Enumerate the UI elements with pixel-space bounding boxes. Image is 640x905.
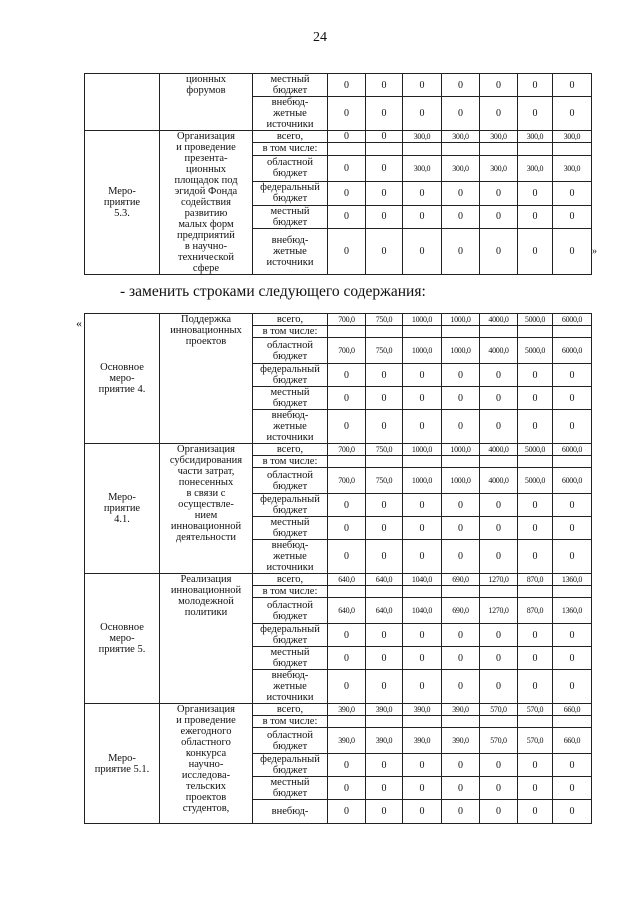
value-cell: 0 <box>480 517 518 540</box>
value-cell: 0 <box>480 387 518 410</box>
value-cell: 0 <box>366 229 403 275</box>
funding-source-cell: внебюд- жетные источники <box>253 97 328 131</box>
value-cell: 0 <box>518 624 553 647</box>
value-cell: 1000,0 <box>403 444 442 456</box>
value-cell: 390,0 <box>366 704 403 716</box>
value-cell <box>518 586 553 598</box>
value-cell: 1000,0 <box>403 468 442 494</box>
value-cell: 0 <box>553 229 592 275</box>
value-cell: 0 <box>328 647 366 670</box>
value-cell: 300,0 <box>442 131 480 143</box>
value-cell: 0 <box>403 364 442 387</box>
value-cell: 690,0 <box>442 574 480 586</box>
funding-source-cell: всего, <box>253 131 328 143</box>
value-cell: 0 <box>553 387 592 410</box>
value-cell: 0 <box>480 540 518 574</box>
value-cell: 0 <box>403 540 442 574</box>
measure-description-cell: Организация и проведение ежегодного областного конкурса научно- исследова- тельских проектов студентов, <box>160 704 253 824</box>
value-cell: 0 <box>328 229 366 275</box>
value-cell: 5000,0 <box>518 444 553 456</box>
funding-source-cell: местный бюджет <box>253 74 328 97</box>
value-cell <box>328 326 366 338</box>
value-cell: 300,0 <box>518 155 553 182</box>
value-cell: 0 <box>328 517 366 540</box>
funding-source-cell: федеральный бюджет <box>253 364 328 387</box>
value-cell: 0 <box>442 670 480 704</box>
value-cell: 870,0 <box>518 598 553 624</box>
value-cell: 0 <box>553 670 592 704</box>
value-cell: 0 <box>553 97 592 131</box>
value-cell: 0 <box>518 800 553 824</box>
value-cell <box>366 456 403 468</box>
value-cell <box>442 456 480 468</box>
value-cell <box>366 586 403 598</box>
funding-source-cell: областной бюджет <box>253 338 328 364</box>
funding-source-cell: федеральный бюджет <box>253 624 328 647</box>
value-cell: 0 <box>518 494 553 517</box>
value-cell <box>328 716 366 728</box>
value-cell: 1000,0 <box>403 338 442 364</box>
funding-source-cell: внебюд- жетные источники <box>253 229 328 275</box>
value-cell: 0 <box>403 182 442 205</box>
value-cell: 0 <box>403 647 442 670</box>
measure-name-cell: Меро- приятие 5.1. <box>85 704 160 824</box>
value-cell: 6000,0 <box>553 444 592 456</box>
value-cell: 0 <box>480 182 518 205</box>
value-cell: 640,0 <box>366 574 403 586</box>
value-cell: 0 <box>480 624 518 647</box>
value-cell: 0 <box>328 800 366 824</box>
value-cell: 0 <box>328 155 366 182</box>
value-cell: 0 <box>518 647 553 670</box>
value-cell: 4000,0 <box>480 338 518 364</box>
value-cell: 390,0 <box>442 704 480 716</box>
funding-source-cell: местный бюджет <box>253 777 328 800</box>
funding-source-cell: всего, <box>253 574 328 586</box>
value-cell: 0 <box>442 97 480 131</box>
value-cell <box>480 586 518 598</box>
value-cell: 0 <box>442 777 480 800</box>
value-cell: 390,0 <box>328 704 366 716</box>
table-row <box>85 704 592 716</box>
value-cell: 0 <box>442 410 480 444</box>
value-cell: 6000,0 <box>553 338 592 364</box>
value-cell: 0 <box>442 205 480 228</box>
value-cell: 640,0 <box>366 598 403 624</box>
value-cell <box>518 716 553 728</box>
funding-source-cell: областной бюджет <box>253 598 328 624</box>
value-cell: 690,0 <box>442 598 480 624</box>
value-cell: 390,0 <box>403 728 442 754</box>
value-cell: 0 <box>366 205 403 228</box>
value-cell: 0 <box>553 624 592 647</box>
funding-source-cell: местный бюджет <box>253 205 328 228</box>
value-cell: 1000,0 <box>442 314 480 326</box>
value-cell: 1040,0 <box>403 574 442 586</box>
value-cell: 660,0 <box>553 704 592 716</box>
value-cell <box>328 143 366 155</box>
opening-quote: « <box>76 316 82 330</box>
value-cell: 1000,0 <box>403 314 442 326</box>
value-cell <box>480 326 518 338</box>
value-cell: 0 <box>518 205 553 228</box>
funding-source-cell: областной бюджет <box>253 155 328 182</box>
value-cell: 0 <box>366 131 403 143</box>
value-cell: 0 <box>403 97 442 131</box>
measure-description-cell: Поддержка инновационных проектов <box>160 314 253 444</box>
value-cell: 700,0 <box>328 468 366 494</box>
value-cell: 0 <box>480 670 518 704</box>
value-cell: 1270,0 <box>480 598 518 624</box>
value-cell: 300,0 <box>403 131 442 143</box>
funding-source-cell: всего, <box>253 444 328 456</box>
value-cell: 0 <box>366 182 403 205</box>
value-cell <box>480 716 518 728</box>
value-cell: 0 <box>403 517 442 540</box>
funding-source-cell: федеральный бюджет <box>253 754 328 777</box>
value-cell <box>553 326 592 338</box>
measure-description-cell: ционных форумов <box>160 74 253 131</box>
budget-table-bottom <box>84 313 592 824</box>
value-cell: 0 <box>518 777 553 800</box>
funding-source-cell: внебюд- жетные источники <box>253 670 328 704</box>
value-cell: 1360,0 <box>553 574 592 586</box>
value-cell: 0 <box>480 229 518 275</box>
value-cell: 0 <box>366 387 403 410</box>
value-cell: 1000,0 <box>442 468 480 494</box>
value-cell <box>328 586 366 598</box>
value-cell: 0 <box>366 97 403 131</box>
value-cell <box>403 716 442 728</box>
funding-source-cell: в том числе: <box>253 326 328 338</box>
value-cell: 0 <box>328 624 366 647</box>
value-cell <box>480 143 518 155</box>
table-row <box>85 444 592 456</box>
value-cell: 0 <box>480 410 518 444</box>
value-cell <box>442 586 480 598</box>
value-cell <box>403 143 442 155</box>
table-row <box>85 74 592 97</box>
value-cell: 0 <box>403 624 442 647</box>
value-cell <box>480 456 518 468</box>
funding-source-cell: федеральный бюджет <box>253 182 328 205</box>
value-cell: 0 <box>442 800 480 824</box>
value-cell: 0 <box>480 777 518 800</box>
value-cell: 0 <box>553 517 592 540</box>
value-cell <box>366 716 403 728</box>
value-cell: 0 <box>442 182 480 205</box>
value-cell: 0 <box>403 754 442 777</box>
value-cell <box>442 143 480 155</box>
value-cell: 0 <box>553 494 592 517</box>
value-cell <box>366 143 403 155</box>
value-cell: 1000,0 <box>442 444 480 456</box>
value-cell <box>518 456 553 468</box>
value-cell: 300,0 <box>403 155 442 182</box>
value-cell <box>553 456 592 468</box>
value-cell: 0 <box>480 494 518 517</box>
value-cell: 570,0 <box>518 728 553 754</box>
value-cell <box>553 143 592 155</box>
value-cell: 750,0 <box>366 314 403 326</box>
value-cell: 0 <box>403 229 442 275</box>
value-cell: 6000,0 <box>553 468 592 494</box>
value-cell: 0 <box>553 410 592 444</box>
value-cell: 0 <box>328 670 366 704</box>
value-cell: 0 <box>480 647 518 670</box>
value-cell: 570,0 <box>480 704 518 716</box>
value-cell: 0 <box>328 387 366 410</box>
value-cell: 0 <box>366 670 403 704</box>
value-cell: 300,0 <box>518 131 553 143</box>
value-cell: 300,0 <box>553 155 592 182</box>
funding-source-cell: в том числе: <box>253 586 328 598</box>
value-cell: 0 <box>366 800 403 824</box>
value-cell: 0 <box>480 800 518 824</box>
funding-source-cell: областной бюджет <box>253 468 328 494</box>
value-cell: 0 <box>518 364 553 387</box>
value-cell: 0 <box>518 229 553 275</box>
value-cell: 1360,0 <box>553 598 592 624</box>
value-cell: 0 <box>518 410 553 444</box>
value-cell: 640,0 <box>328 598 366 624</box>
funding-source-cell: внебюд- жетные источники <box>253 540 328 574</box>
funding-source-cell: федеральный бюджет <box>253 494 328 517</box>
value-cell: 700,0 <box>328 338 366 364</box>
value-cell: 570,0 <box>480 728 518 754</box>
value-cell <box>518 326 553 338</box>
value-cell: 4000,0 <box>480 444 518 456</box>
value-cell: 0 <box>518 182 553 205</box>
funding-source-cell: в том числе: <box>253 716 328 728</box>
value-cell: 570,0 <box>518 704 553 716</box>
table-row <box>85 574 592 586</box>
value-cell: 0 <box>403 410 442 444</box>
value-cell: 0 <box>328 540 366 574</box>
value-cell <box>518 143 553 155</box>
value-cell: 0 <box>518 97 553 131</box>
value-cell: 0 <box>518 517 553 540</box>
value-cell: 640,0 <box>328 574 366 586</box>
value-cell: 0 <box>366 410 403 444</box>
value-cell: 0 <box>480 364 518 387</box>
value-cell: 0 <box>403 670 442 704</box>
value-cell: 0 <box>442 229 480 275</box>
funding-source-cell: внебюд- жетные источники <box>253 410 328 444</box>
value-cell: 0 <box>403 777 442 800</box>
value-cell: 0 <box>442 754 480 777</box>
value-cell: 0 <box>553 777 592 800</box>
funding-source-cell: местный бюджет <box>253 517 328 540</box>
value-cell: 0 <box>480 205 518 228</box>
value-cell <box>366 326 403 338</box>
value-cell: 0 <box>328 754 366 777</box>
value-cell: 0 <box>366 155 403 182</box>
value-cell: 0 <box>328 97 366 131</box>
value-cell: 0 <box>366 364 403 387</box>
value-cell: 0 <box>518 387 553 410</box>
funding-source-cell: внебюд- <box>253 800 328 824</box>
closing-quote: » <box>592 246 597 257</box>
value-cell <box>442 716 480 728</box>
value-cell: 0 <box>480 74 518 97</box>
funding-source-cell: местный бюджет <box>253 387 328 410</box>
value-cell: 0 <box>518 754 553 777</box>
funding-source-cell: всего, <box>253 314 328 326</box>
replacement-instruction: - заменить строками следующего содержания: <box>120 283 426 300</box>
value-cell: 300,0 <box>442 155 480 182</box>
value-cell: 0 <box>442 540 480 574</box>
value-cell: 0 <box>553 182 592 205</box>
value-cell: 0 <box>366 494 403 517</box>
value-cell <box>553 586 592 598</box>
value-cell: 0 <box>480 754 518 777</box>
value-cell: 0 <box>442 517 480 540</box>
value-cell: 0 <box>403 74 442 97</box>
value-cell: 4000,0 <box>480 314 518 326</box>
value-cell: 0 <box>403 205 442 228</box>
value-cell: 0 <box>328 494 366 517</box>
value-cell: 5000,0 <box>518 314 553 326</box>
value-cell: 0 <box>403 387 442 410</box>
value-cell: 0 <box>553 800 592 824</box>
page-number: 24 <box>313 30 327 45</box>
funding-source-cell: областной бюджет <box>253 728 328 754</box>
value-cell: 390,0 <box>403 704 442 716</box>
measure-name-cell: Меро- приятие 4.1. <box>85 444 160 574</box>
funding-source-cell: местный бюджет <box>253 647 328 670</box>
value-cell: 300,0 <box>480 131 518 143</box>
value-cell: 0 <box>442 494 480 517</box>
measure-description-cell: Организация субсидирования части затрат, понесенных в связи с осуществле- нием инновационной деятельности <box>160 444 253 574</box>
value-cell: 4000,0 <box>480 468 518 494</box>
value-cell <box>553 716 592 728</box>
value-cell <box>403 326 442 338</box>
value-cell: 0 <box>518 74 553 97</box>
value-cell: 6000,0 <box>553 314 592 326</box>
value-cell: 390,0 <box>328 728 366 754</box>
value-cell: 0 <box>328 364 366 387</box>
value-cell: 0 <box>442 387 480 410</box>
value-cell: 0 <box>442 647 480 670</box>
value-cell: 0 <box>366 517 403 540</box>
value-cell: 300,0 <box>480 155 518 182</box>
value-cell: 1040,0 <box>403 598 442 624</box>
value-cell: 0 <box>553 647 592 670</box>
value-cell: 5000,0 <box>518 338 553 364</box>
table-row <box>85 131 592 143</box>
value-cell: 0 <box>553 74 592 97</box>
value-cell <box>442 326 480 338</box>
value-cell: 0 <box>366 540 403 574</box>
value-cell: 0 <box>480 97 518 131</box>
value-cell: 5000,0 <box>518 468 553 494</box>
measure-description-cell: Реализация инновационной молодежной политики <box>160 574 253 704</box>
value-cell: 700,0 <box>328 314 366 326</box>
value-cell: 390,0 <box>366 728 403 754</box>
value-cell: 750,0 <box>366 444 403 456</box>
value-cell: 700,0 <box>328 444 366 456</box>
value-cell: 660,0 <box>553 728 592 754</box>
value-cell: 750,0 <box>366 468 403 494</box>
value-cell <box>403 456 442 468</box>
value-cell: 0 <box>366 777 403 800</box>
value-cell: 0 <box>366 647 403 670</box>
value-cell: 870,0 <box>518 574 553 586</box>
budget-table-top <box>84 73 592 275</box>
value-cell: 0 <box>403 494 442 517</box>
value-cell: 0 <box>553 364 592 387</box>
value-cell: 0 <box>366 74 403 97</box>
value-cell: 0 <box>518 670 553 704</box>
measure-name-cell <box>85 74 160 131</box>
value-cell: 1270,0 <box>480 574 518 586</box>
value-cell: 300,0 <box>553 131 592 143</box>
value-cell: 0 <box>328 131 366 143</box>
value-cell: 0 <box>403 800 442 824</box>
value-cell: 0 <box>553 754 592 777</box>
table-row <box>85 314 592 326</box>
measure-name-cell: Основное меро- приятие 4. <box>85 314 160 444</box>
measure-name-cell: Основное меро- приятие 5. <box>85 574 160 704</box>
funding-source-cell: в том числе: <box>253 456 328 468</box>
value-cell: 0 <box>328 182 366 205</box>
value-cell: 1000,0 <box>442 338 480 364</box>
value-cell: 0 <box>328 777 366 800</box>
value-cell: 0 <box>518 540 553 574</box>
value-cell: 0 <box>366 754 403 777</box>
measure-name-cell: Меро- приятие 5.3. <box>85 131 160 275</box>
measure-description-cell: Организация и проведение презента- ционных площадок под эгидой Фонда содействия развитию малых форм предприятий в научно- технической сфере <box>160 131 253 275</box>
value-cell <box>328 456 366 468</box>
value-cell: 0 <box>553 540 592 574</box>
value-cell: 390,0 <box>442 728 480 754</box>
value-cell: 0 <box>328 74 366 97</box>
value-cell: 0 <box>366 624 403 647</box>
value-cell: 0 <box>553 205 592 228</box>
value-cell: 0 <box>442 74 480 97</box>
value-cell: 0 <box>328 410 366 444</box>
value-cell <box>403 586 442 598</box>
funding-source-cell: всего, <box>253 704 328 716</box>
value-cell: 0 <box>328 205 366 228</box>
value-cell: 0 <box>442 624 480 647</box>
value-cell: 0 <box>442 364 480 387</box>
value-cell: 750,0 <box>366 338 403 364</box>
funding-source-cell: в том числе: <box>253 143 328 155</box>
